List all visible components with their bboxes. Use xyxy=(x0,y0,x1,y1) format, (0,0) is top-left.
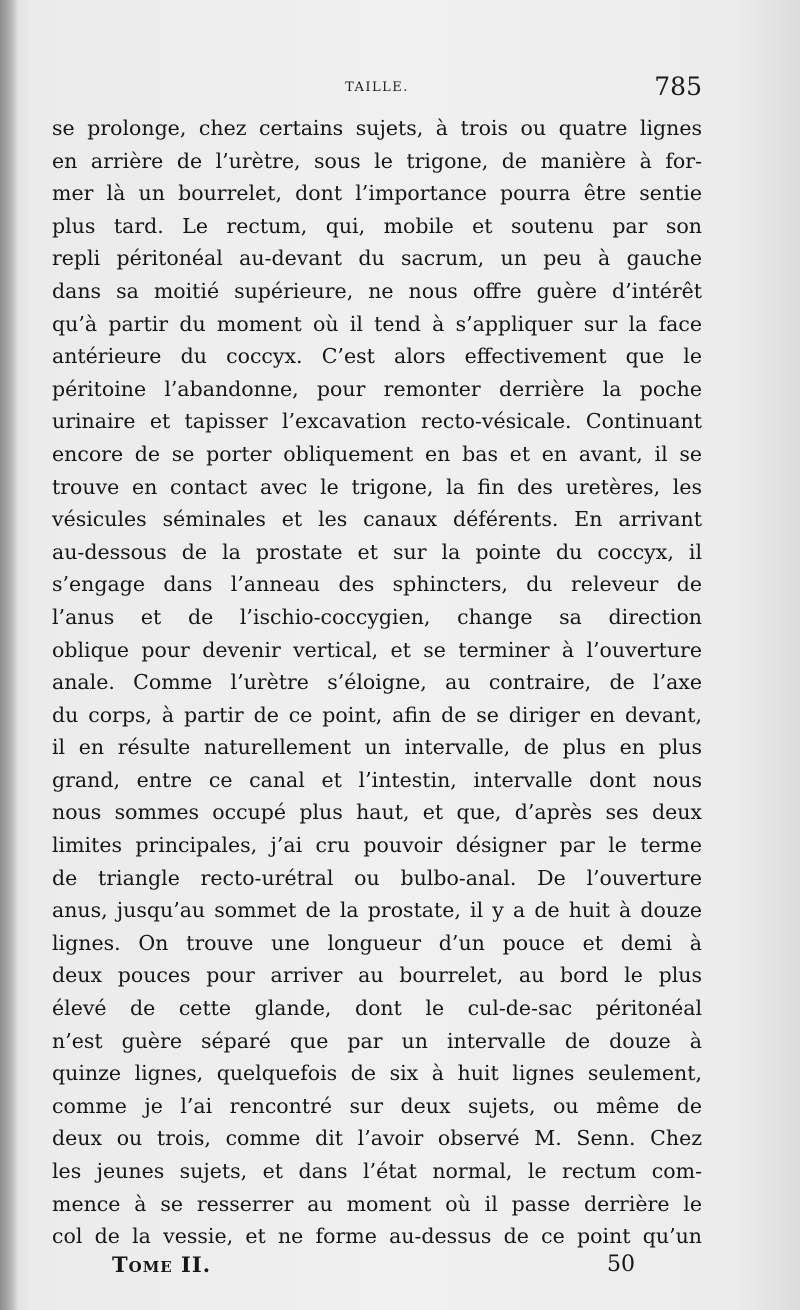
text-line: comme je l’ai rencontré sur deux sujets, ou même de xyxy=(52,1093,702,1118)
text-line: anus, jusqu’au sommet de la prostate, il y a de huit à douze xyxy=(52,898,702,923)
text-line: au-dessous de la prostate et sur la pointe du coccyx, il xyxy=(52,539,702,564)
text-line: qu’à partir du moment où il tend à s’appliquer sur la face xyxy=(52,311,702,336)
text-line: repli péritonéal au-devant du sacrum, un peu à gauche xyxy=(52,246,702,271)
text-line: s’engage dans l’anneau des sphincters, du releveur de xyxy=(52,572,702,597)
text-line: mer là un bourrelet, dont l’importance pourra être sentie xyxy=(52,181,702,206)
page-footer xyxy=(52,1252,702,1286)
text-line: mence à se resserrer au moment où il passe derrière le xyxy=(52,1191,702,1216)
text-line: dans sa moitié supérieure, ne nous offre guère d’intérêt xyxy=(52,278,702,303)
text-line: péritoine l’abandonne, pour remonter derrière la poche xyxy=(52,376,702,401)
page-gutter-shadow xyxy=(0,0,18,1310)
text-line: quinze lignes, quelquefois de six à huit lignes seulement, xyxy=(52,1061,702,1086)
text-line: du corps, à partir de ce point, afin de se diriger en devant, xyxy=(52,702,702,727)
volume-label: Tome II. xyxy=(112,1252,211,1277)
page-number: 785 xyxy=(654,72,702,101)
text-line: de triangle recto-urétral ou bulbo-anal. De l’ouverture xyxy=(52,865,702,890)
text-line: deux pouces pour arriver au bourrelet, au bord le plus xyxy=(52,963,702,988)
text-line: les jeunes sujets, et dans l’état normal, le rectum com- xyxy=(52,1159,702,1183)
text-line: grand, entre ce canal et l’intestin, intervalle dont nous xyxy=(52,767,702,792)
text-line: urinaire et tapisser l’excavation recto-vésicale. Continuant xyxy=(52,409,702,434)
text-line: se prolonge, chez certains sujets, à trois ou quatre lignes xyxy=(52,116,702,140)
text-line: anale. Comme l’urètre s’éloigne, au contraire, de l’axe xyxy=(52,670,702,695)
text-line: trouve en contact avec le trigone, la fin des uretères, les xyxy=(52,474,702,499)
body-text xyxy=(52,112,702,1253)
text-line: lignes. On trouve une longueur d’un pouce et demi à xyxy=(52,930,702,955)
page-header xyxy=(52,72,702,108)
text-line: nous sommes occupé plus haut, et que, d’après ses deux xyxy=(52,800,702,825)
text-line: col de la vessie, et ne forme au-dessus de ce point qu’un xyxy=(52,1224,702,1249)
text-line: l’anus et de l’ischio-coccygien, change sa direction xyxy=(52,604,702,629)
running-title: TAILLE. xyxy=(345,80,409,95)
text-line: n’est guère séparé que par un intervalle de douze à xyxy=(52,1028,702,1053)
text-line: oblique pour devenir vertical, et se terminer à l’ouverture xyxy=(52,637,702,662)
text-line: antérieure du coccyx. C’est alors effectivement que le xyxy=(52,344,702,369)
text-line: limites principales, j’ai cru pouvoir désigner par le terme xyxy=(52,833,702,858)
text-line: élevé de cette glande, dont le cul-de-sac péritonéal xyxy=(52,996,702,1021)
text-line: encore de se porter obliquement en bas et en avant, il se xyxy=(52,441,702,466)
text-line: plus tard. Le rectum, qui, mobile et soutenu par son xyxy=(52,213,702,238)
text-line: en arrière de l’urètre, sous le trigone, de manière à for- xyxy=(52,148,702,173)
text-line: il en résulte naturellement un intervalle, de plus en plus xyxy=(52,735,702,760)
text-line: vésicules séminales et les canaux déférents. En arrivant xyxy=(52,507,702,532)
text-line: deux ou trois, comme dit l’avoir observé M. Senn. Chez xyxy=(52,1126,702,1151)
signature-mark: 50 xyxy=(607,1252,635,1277)
